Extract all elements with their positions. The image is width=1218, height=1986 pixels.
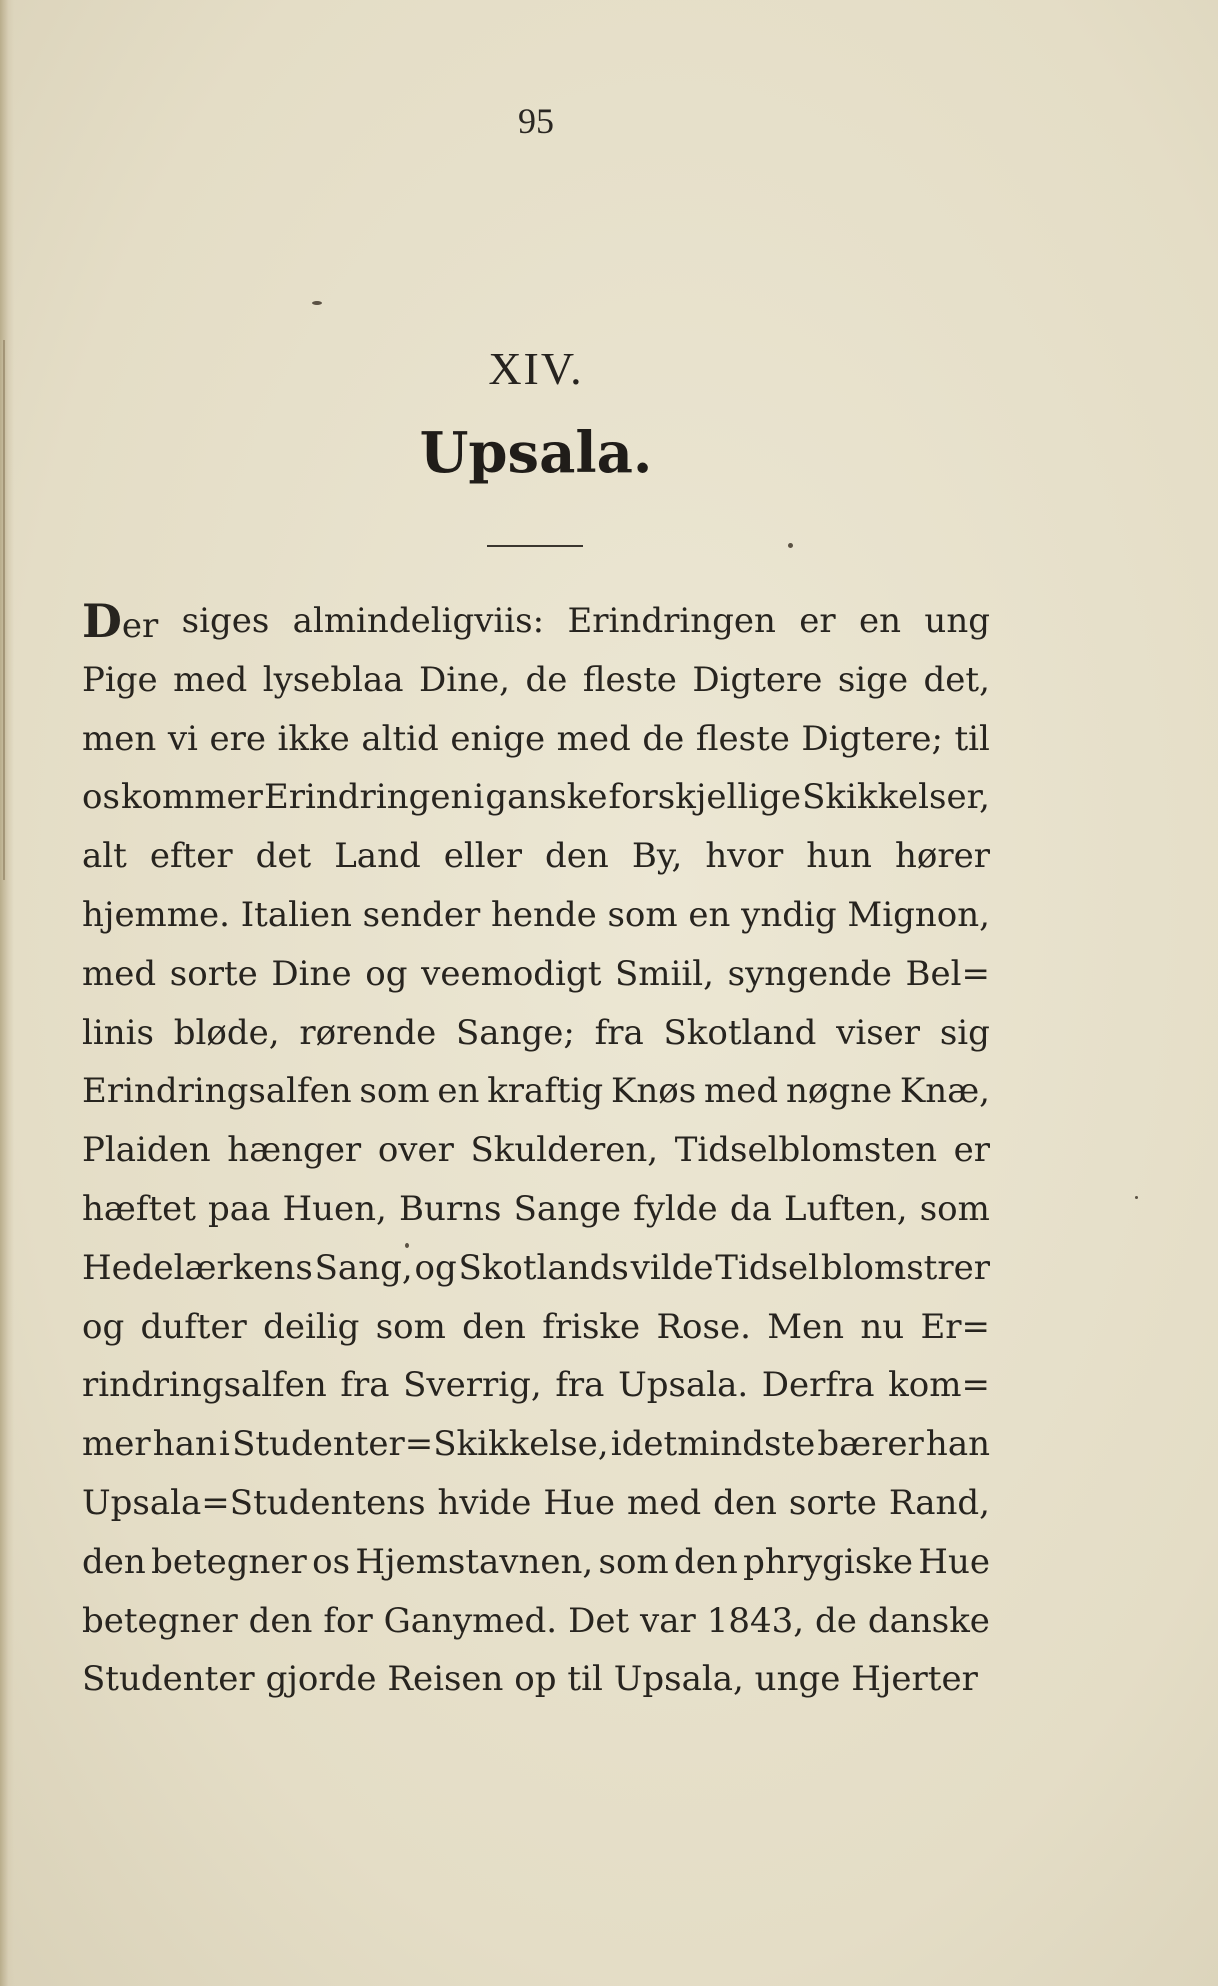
- text-line: Hedelærkens Sang, og Skotlands vilde Tidsel blomstrer: [82, 1247, 990, 1288]
- text-line: Upsala=Studentens hvide Hue med den sorte Rand,: [82, 1482, 990, 1523]
- ink-speck: [312, 301, 322, 305]
- text-line: mer han i Studenter=Skikkelse, idetmindste bærer han: [82, 1424, 990, 1465]
- text-line: betegner den for Ganymed. Det var 1843, de danske: [82, 1600, 990, 1641]
- chapter-number: XIV.: [488, 343, 584, 394]
- text-line: Der siges almindeligviis: Erindringen er en ung: [82, 594, 990, 648]
- ink-speck: [405, 1243, 409, 1248]
- text-line: Erindringsalfen som en kraftig Knøs med nøgne Knæ,: [82, 1071, 990, 1112]
- ink-speck: [788, 543, 793, 548]
- body-text: [82, 592, 990, 1709]
- page-fold-shadow: [0, 0, 14, 1986]
- text-line: os kommer Erindringen i ganske forskjellige Skikkelser,: [82, 777, 990, 818]
- chapter-title: Upsala.: [419, 420, 653, 486]
- text-line: Studenter gjorde Reisen op til Upsala, unge Hjerter: [82, 1659, 978, 1700]
- text-line: hæftet paa Huen, Burns Sange fylde da Luften, som: [82, 1188, 990, 1229]
- text-line: den betegner os Hjemstavnen, som den phrygiske Hue: [82, 1541, 990, 1582]
- text-line: alt efter det Land eller den By, hvor hun hører: [82, 836, 990, 877]
- text-line: Plaiden hænger over Skulderen, Tidselblomsten er: [82, 1130, 990, 1171]
- text-line: linis bløde, rørende Sange; fra Skotland viser sig: [82, 1012, 990, 1053]
- text-line: og dufter deilig som den friske Rose. Men nu Er=: [82, 1306, 990, 1347]
- text-line: med sorte Dine og veemodigt Smiil, syngende Bel=: [82, 953, 990, 994]
- text-line: rindringsalfen fra Sverrig, fra Upsala. Derfra kom=: [82, 1365, 990, 1406]
- text-line: hjemme. Italien sender hende som en yndig Mignon,: [82, 894, 990, 935]
- text-line: Pige med lyseblaa Dine, de fleste Digtere sige det,: [82, 659, 990, 700]
- page-number: 95: [518, 101, 554, 141]
- ink-speck: [1135, 1196, 1138, 1199]
- title-divider: [487, 545, 583, 547]
- text-line: men vi ere ikke altid enige med de fleste Digtere; til: [82, 718, 990, 759]
